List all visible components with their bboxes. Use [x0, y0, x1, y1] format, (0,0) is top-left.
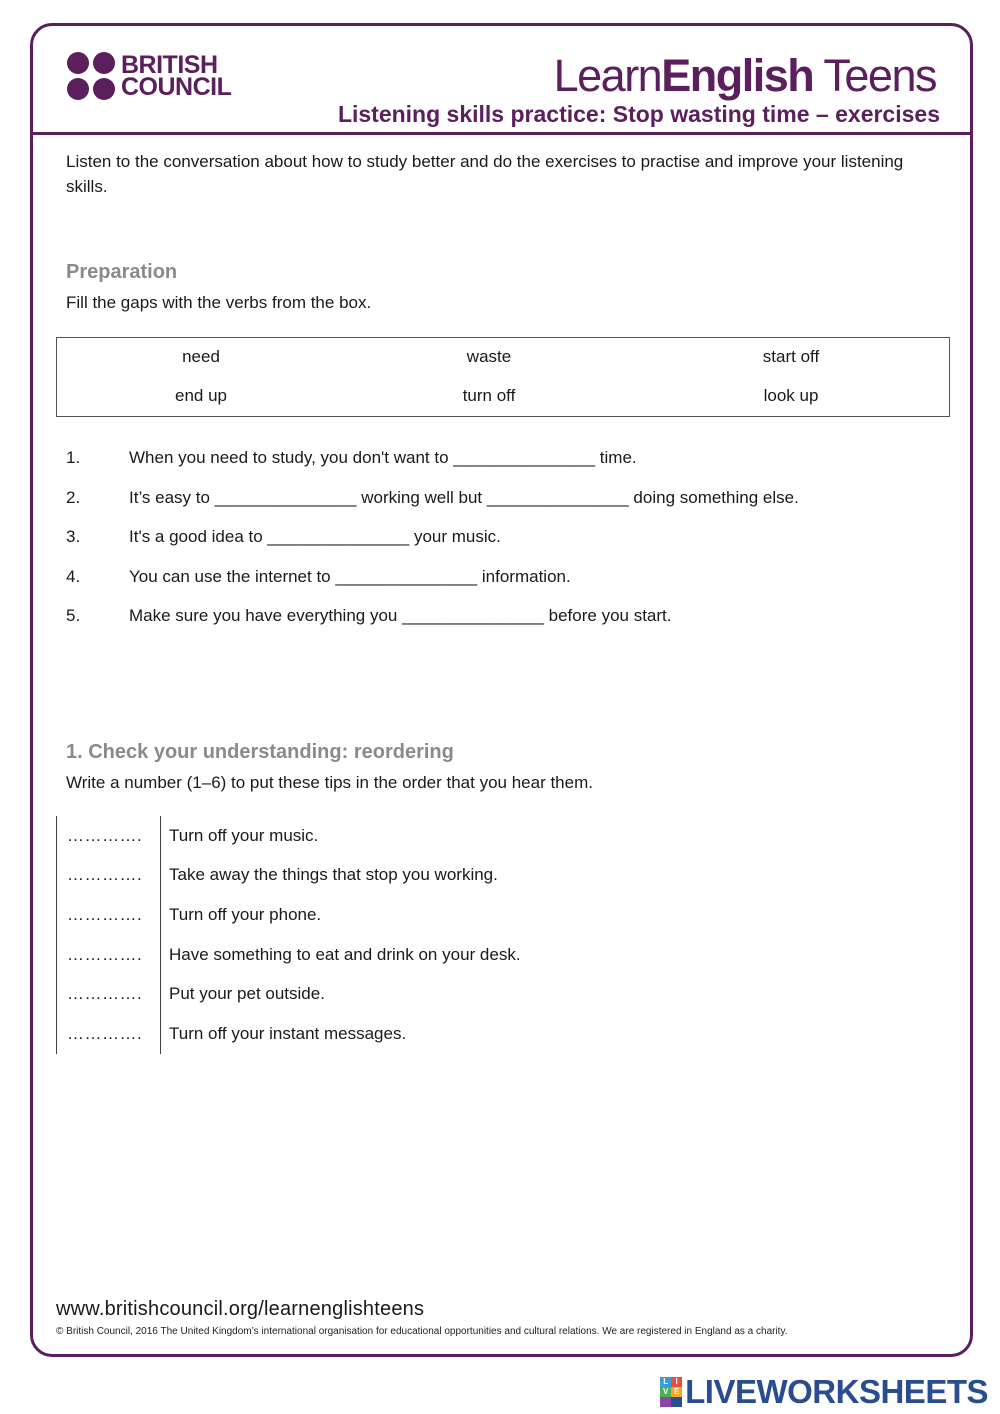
item-number: 5.	[66, 606, 81, 625]
gap-fill-item	[66, 488, 946, 528]
liveworksheets-icon	[660, 1377, 682, 1407]
tip-text: Put your pet outside.	[169, 984, 325, 1004]
gap-sentence[interactable]: It's a good idea to _______________ your music.	[129, 527, 501, 546]
icon-tile: L	[660, 1377, 671, 1387]
order-number-field[interactable]: ………….	[57, 895, 161, 935]
item-number: 4.	[66, 566, 81, 586]
preparation-instruction: Fill the gaps with the verbs from the box.	[66, 293, 372, 312]
word-option: look up	[763, 386, 819, 405]
icon-tile	[671, 1397, 682, 1407]
header-divider	[30, 132, 973, 135]
gap-fill-list	[66, 448, 946, 646]
tip-text: Take away the things that stop you working.	[169, 865, 498, 885]
gap-sentence[interactable]: Make sure you have everything you _______________ before you start.	[129, 606, 672, 625]
tip-text: Turn off your music.	[169, 825, 319, 845]
tip-text: Turn off your instant messages.	[169, 1023, 407, 1043]
order-number-field[interactable]: ………….	[57, 935, 161, 975]
gap-fill-item	[66, 448, 946, 488]
word-option: turn off	[462, 386, 516, 405]
word-option: start off	[762, 347, 820, 366]
table-row	[57, 856, 756, 896]
footer-url[interactable]: www.britishcouncil.org/learnenglishteens	[56, 1298, 425, 1320]
word-option: waste	[466, 347, 512, 366]
word-box	[56, 337, 950, 417]
gap-sentence[interactable]: When you need to study, you don't want to _______________ time.	[129, 448, 637, 467]
gap-fill-item	[66, 606, 946, 646]
footer-copyright: © British Council, 2016 The United Kingdom’s international organisation for educational opportunities and cultural relations. We are registered in England as a charity.	[56, 1326, 788, 1337]
order-number-field[interactable]: ………….	[57, 816, 161, 856]
item-number: 3.	[66, 527, 81, 546]
reordering-table	[56, 816, 756, 1054]
order-number-field[interactable]: ………….	[57, 974, 161, 1014]
liveworksheets-wordmark: LIVEWORKSHEETS	[685, 1373, 988, 1410]
liveworksheets-logo	[660, 1373, 988, 1411]
gap-fill-item	[66, 527, 946, 567]
icon-tile: V	[660, 1387, 671, 1397]
table-row	[57, 816, 756, 856]
gap-sentence[interactable]: It’s easy to _______________ working well but _______________ doing something else.	[129, 487, 799, 507]
gap-fill-item	[66, 567, 946, 607]
word-option: end up	[175, 386, 227, 405]
order-number-field[interactable]: ………….	[57, 1014, 161, 1054]
intro-text: Listen to the conversation about how to study better and do the exercises to practise and improve your listening skills.	[66, 152, 904, 196]
table-row	[57, 1014, 756, 1054]
reordering-heading: 1. Check your understanding: reordering	[66, 741, 454, 763]
order-number-field[interactable]: ………….	[57, 856, 161, 896]
word-option: need	[182, 347, 220, 366]
icon-tile	[660, 1397, 671, 1407]
page-title: Listening skills practice: Stop wasting time – exercises	[337, 101, 940, 127]
icon-tile: E	[671, 1387, 682, 1397]
british-council-dots-icon	[67, 52, 115, 100]
icon-tile: I	[671, 1377, 682, 1387]
tip-text: Have something to eat and drink on your desk.	[169, 944, 521, 964]
gap-sentence[interactable]: You can use the internet to _______________ information.	[129, 566, 571, 586]
reordering-instruction: Write a number (1–6) to put these tips in the order that you hear them.	[66, 773, 593, 792]
learnenglish-teens-logo: LearnEnglish Teens	[553, 50, 936, 101]
british-council-logo	[67, 52, 231, 100]
preparation-heading: Preparation	[66, 261, 178, 283]
table-row	[57, 974, 756, 1014]
table-row	[57, 935, 756, 975]
table-row	[57, 895, 756, 935]
item-number: 2.	[66, 487, 81, 507]
british-council-wordmark: BRITISH COUNCIL	[121, 51, 232, 101]
item-number: 1.	[66, 448, 81, 467]
page-frame	[30, 23, 973, 1357]
tip-text: Turn off your phone.	[169, 904, 322, 924]
